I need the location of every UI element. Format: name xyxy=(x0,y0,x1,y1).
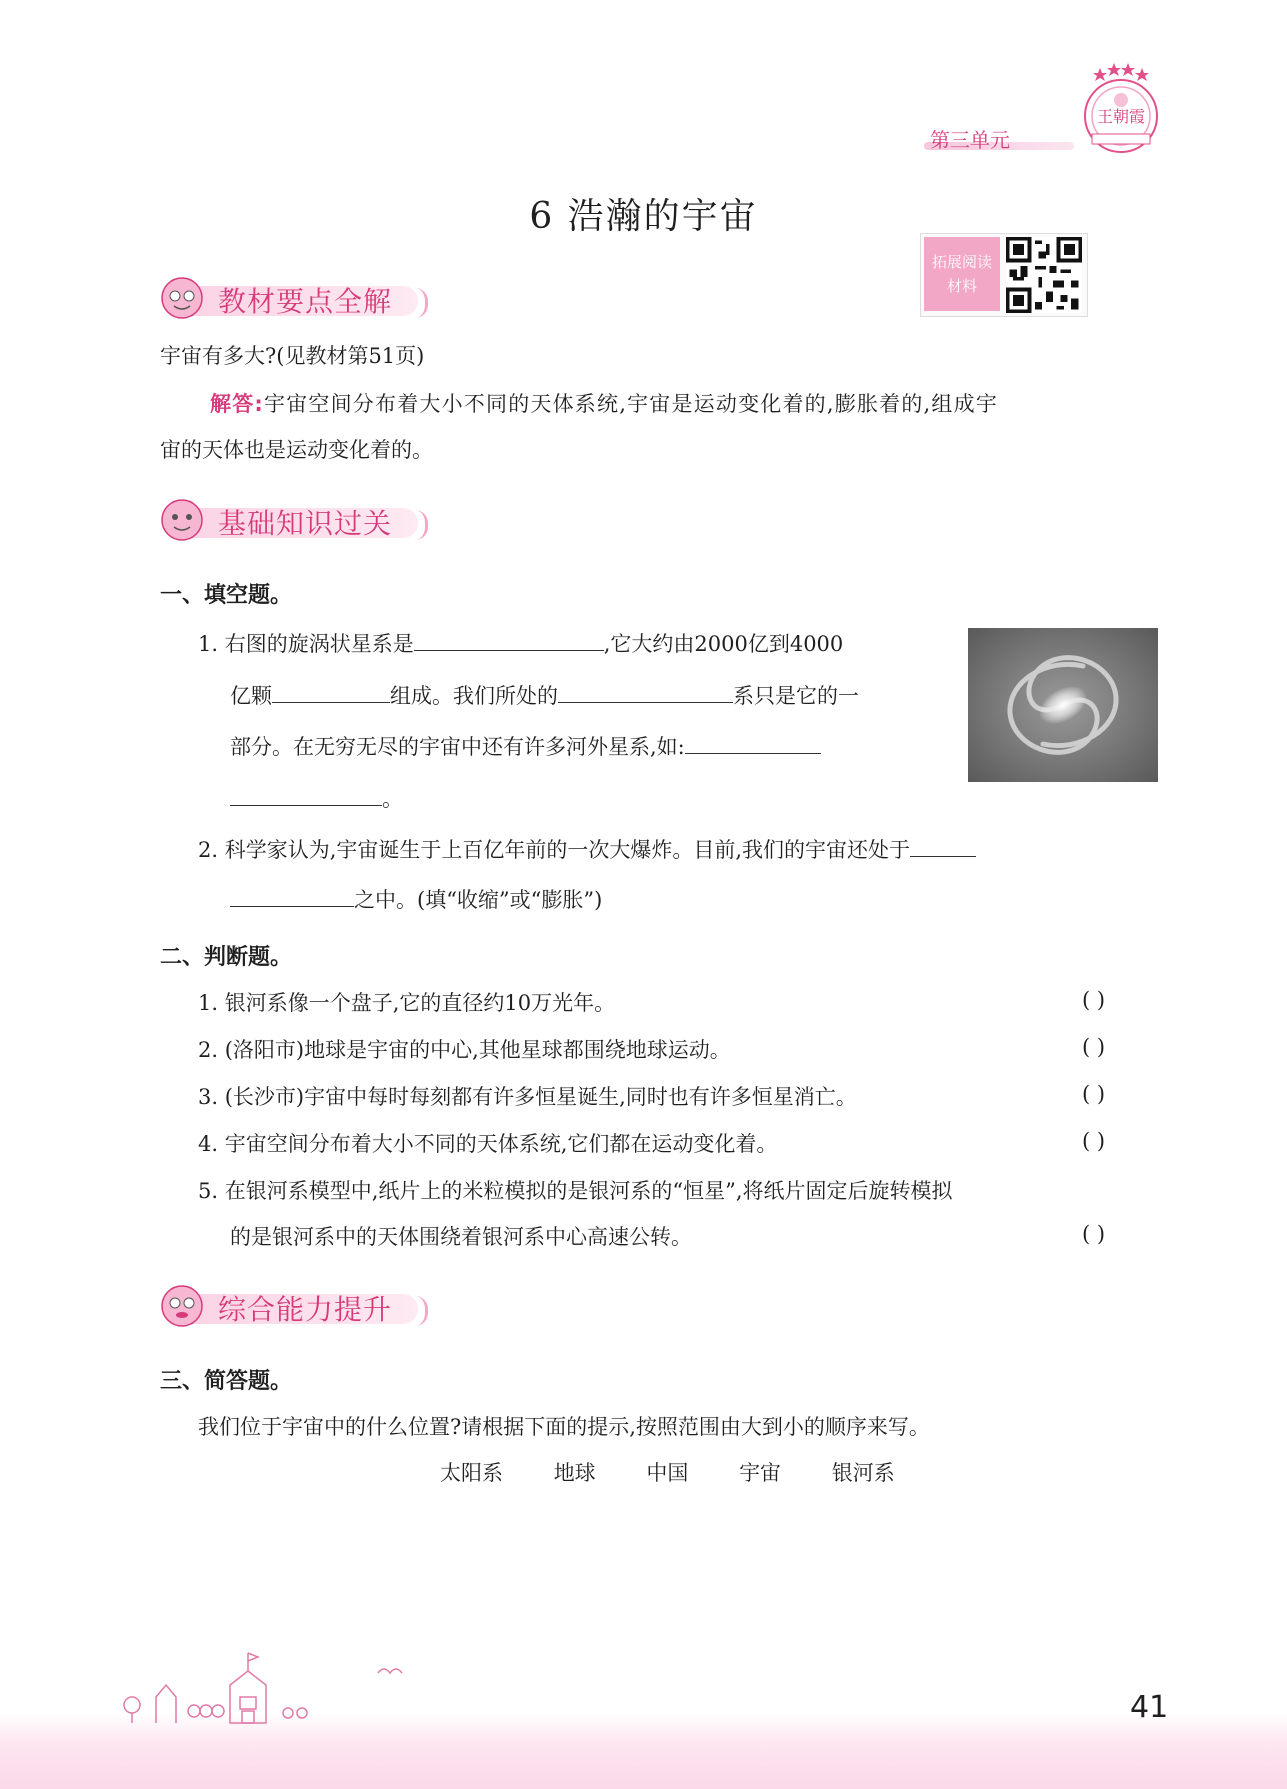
q1-line4: 。 xyxy=(230,783,403,814)
key-point-question: 宇宙有多大?(见教材第51页) xyxy=(160,344,425,368)
judge-item-5: 5. 在银河系模型中,纸片上的米粒模拟的是银河系的“恒星”,将纸片固定后旋转模拟 xyxy=(198,1179,953,1203)
section-header-key-points xyxy=(160,276,440,320)
word-item: 太阳系 xyxy=(440,1461,503,1485)
part2-heading: 二、判断题。 xyxy=(160,945,293,970)
answer-blank[interactable] xyxy=(272,680,390,703)
qr-tag-line2: 材料 xyxy=(946,277,977,295)
answer-blank[interactable] xyxy=(558,680,733,703)
word-item: 银河系 xyxy=(831,1461,895,1485)
qr-tag xyxy=(924,237,1000,311)
key-point-answer-cont: 宙的天体也是运动变化着的。 xyxy=(160,438,433,462)
judge-item-5-cont: 的是银河系中的天体围绕着银河系中心高速公转。 xyxy=(230,1225,692,1249)
cartoon-face-icon xyxy=(160,276,204,320)
page-title: 6 浩瀚的宇宙 xyxy=(529,196,758,237)
order-word-list xyxy=(418,1458,917,1488)
section-title: 基础知识过关 xyxy=(218,507,393,540)
part3-question: 我们位于宇宙中的什么位置?请根据下面的提示,按照范围由大到小的顺序来写。 xyxy=(198,1415,930,1439)
judge-answer-paren[interactable]: ( ) xyxy=(1082,1129,1106,1153)
cartoon-face-icon xyxy=(160,498,204,542)
answer-blank[interactable] xyxy=(230,884,354,907)
qr-code-icon[interactable] xyxy=(1006,237,1082,313)
judge-answer-paren[interactable]: ( ) xyxy=(1082,1082,1106,1106)
q2-line2: 之中。(填“收缩”或“膨胀”) xyxy=(230,884,602,915)
judge-answer-paren[interactable]: ( ) xyxy=(1082,1222,1106,1246)
key-point-answer xyxy=(210,389,998,419)
judge-answer-paren[interactable]: ( ) xyxy=(1082,988,1106,1012)
qr-tag-line1: 拓展阅读 xyxy=(931,253,992,271)
answer-blank[interactable] xyxy=(230,783,382,806)
q2-line1: 2. 科学家认为,宇宙诞生于上百亿年前的一次大爆炸。目前,我们的宇宙还处于 xyxy=(198,834,976,865)
part1-heading: 一、填空题。 xyxy=(160,583,293,608)
answer-blank[interactable] xyxy=(414,628,604,651)
cartoon-face-icon xyxy=(160,1284,204,1328)
part3-heading: 三、简答题。 xyxy=(160,1369,293,1394)
judge-item-3: 3. (长沙市)宇宙中每时每刻都有许多恒星诞生,同时也有许多恒星消亡。 xyxy=(198,1085,857,1109)
section-header-ability xyxy=(160,1284,440,1328)
word-item: 中国 xyxy=(646,1461,689,1485)
judge-item-2: 2. (洛阳市)地球是宇宙的中心,其他星球都围绕地球运动。 xyxy=(198,1038,731,1062)
q1-line1: 1. 右图的旋涡状星系是 ,它大约由2000亿到4000 xyxy=(198,628,843,659)
q1-line2: 亿颗 组成。我们所处的 系只是它的一 xyxy=(230,680,859,711)
answer-label: 解答: xyxy=(210,392,264,416)
section-header-basics xyxy=(160,498,440,542)
spiral-galaxy-image xyxy=(968,628,1158,782)
word-item: 地球 xyxy=(553,1461,596,1485)
brand-seal-logo xyxy=(1070,60,1172,156)
house-doodle-icon xyxy=(118,1645,418,1725)
q1-line3: 部分。在无穷无尽的宇宙中还有许多河外星系,如: xyxy=(230,731,821,762)
page-number: 41 xyxy=(1130,1690,1169,1725)
answer-text: 宇宙空间分布着大小不同的天体系统,宇宙是运动变化着的,膨胀着的,组成宇 xyxy=(264,392,999,416)
unit-label: 第三单元 xyxy=(930,128,1010,152)
judge-item-1: 1. 银河系像一个盘子,它的直径约10万光年。 xyxy=(198,991,616,1015)
section-title: 综合能力提升 xyxy=(218,1293,393,1326)
judge-answer-paren[interactable]: ( ) xyxy=(1082,1035,1106,1059)
svg-text:王朝霞: 王朝霞 xyxy=(1096,107,1146,126)
word-item: 宇宙 xyxy=(739,1461,782,1485)
section-title: 教材要点全解 xyxy=(218,285,393,318)
answer-blank[interactable] xyxy=(910,834,976,857)
judge-item-4: 4. 宇宙空间分布着大小不同的天体系统,它们都在运动变化着。 xyxy=(198,1132,778,1156)
answer-blank[interactable] xyxy=(685,731,821,754)
